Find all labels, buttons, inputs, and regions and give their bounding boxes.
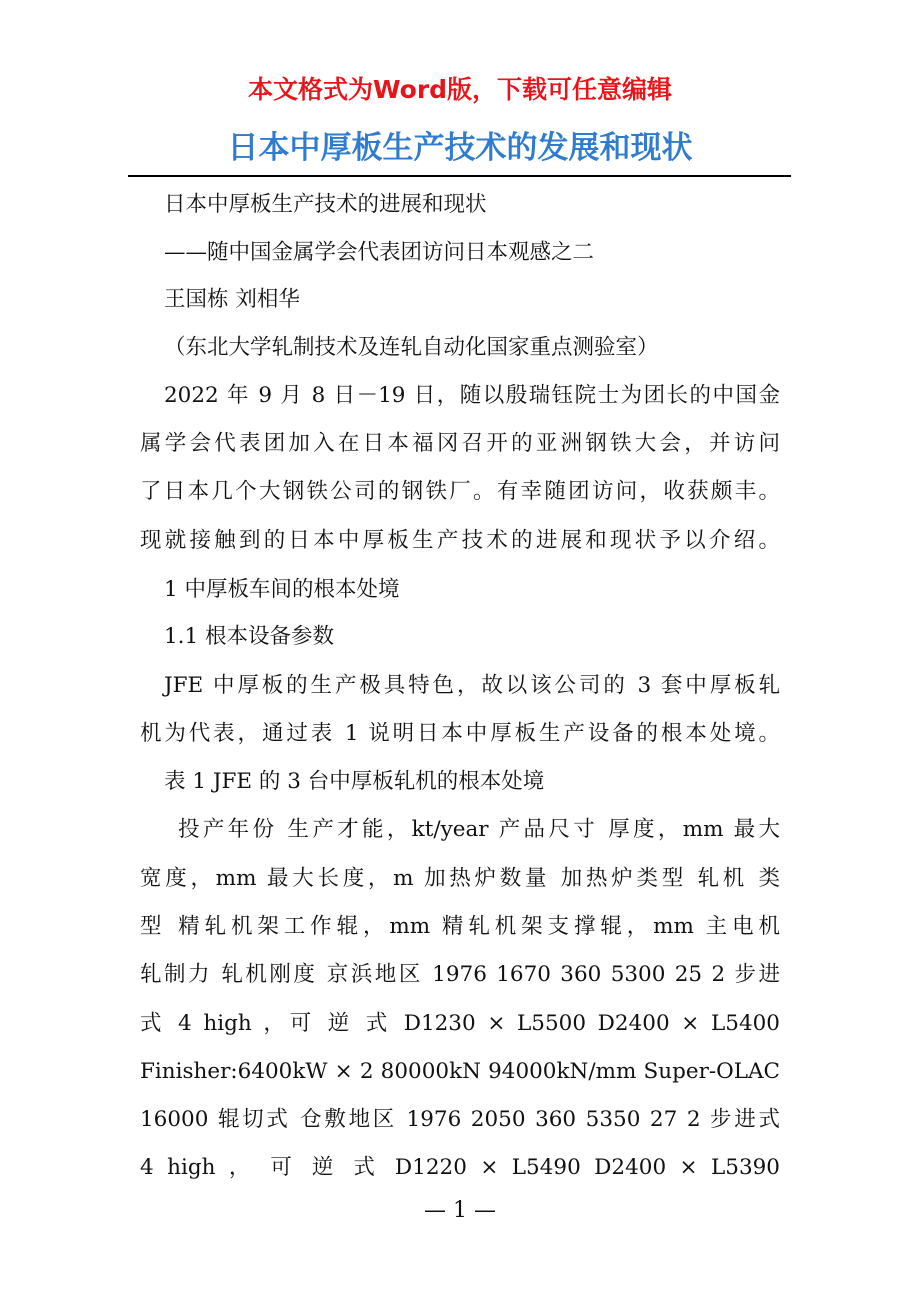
paragraph-line: 机为代表，通过表 1 说明日本中厚板生产设备的根本处境。 bbox=[140, 721, 780, 746]
table-text-line: 投产年份 生产才能，kt/year 产品尺寸 厚度，mm 最大 bbox=[178, 817, 780, 842]
subtitle: 日本中厚板生产技术的进展和现状 bbox=[164, 192, 487, 217]
page-number: — 1 — bbox=[424, 1198, 496, 1223]
table-text-line: 型 精轧机架工作辊，mm 精轧机架支撑辊，mm 主电机 bbox=[140, 914, 780, 939]
subtitle-secondary: ——随中国金属学会代表团访问日本观感之二 bbox=[164, 240, 595, 265]
paragraph-line: 现就接触到的日本中厚板生产技术的进展和现状予以介绍。 bbox=[140, 528, 780, 553]
table-text-line: 4 high ， 可 逆 式 D1220 × L5490 D2400 × L5390 bbox=[140, 1155, 780, 1180]
affiliation: （东北大学轧制技术及连轧自动化国家重点测验室） bbox=[164, 335, 659, 360]
document-title: 日本中厚板生产技术的发展和现状 bbox=[227, 130, 693, 166]
table-text-line: 16000 辊切式 仓敷地区 1976 2050 360 5350 27 2 步进式 bbox=[140, 1107, 780, 1132]
table-text-line: 轧制力 轧机刚度 京浜地区 1976 1670 360 5300 25 2 步进 bbox=[140, 962, 780, 987]
section-heading: 1 中厚板车间的根本处境 bbox=[164, 577, 400, 602]
paragraph-line: 2022 年 9 月 8 日－19 日，随以殷瑞钰院士为团长的中国金 bbox=[164, 383, 780, 408]
table-text-line: 式 4 high ，可 逆 式 D1230 × L5500 D2400 × L5400 bbox=[140, 1011, 780, 1036]
paragraph-line: 属学会代表团加入在日本福冈召开的亚洲钢铁大会，并访问 bbox=[140, 431, 780, 456]
download-notice: 本文格式为Word版，下载可任意编辑 bbox=[247, 75, 673, 104]
subsection-heading: 1.1 根本设备参数 bbox=[164, 624, 335, 649]
table-text-line: 宽度，mm 最大长度，m 加热炉数量 加热炉类型 轧机 类 bbox=[140, 866, 780, 891]
paragraph-line: 了日本几个大钢铁公司的钢铁厂。有幸随团访问，收获颇丰。 bbox=[140, 479, 780, 504]
table-text-line: Finisher:6400kW × 2 80000kN 94000kN/mm Super-OLAC bbox=[140, 1059, 780, 1084]
table-caption: 表 1 JFE 的 3 台中厚板轧机的根本处境 bbox=[164, 769, 545, 794]
authors: 王国栋 刘相华 bbox=[164, 287, 300, 312]
title-divider bbox=[128, 175, 791, 177]
paragraph-line: JFE 中厚板的生产极具特色，故以该公司的 3 套中厚板轧 bbox=[164, 673, 780, 698]
